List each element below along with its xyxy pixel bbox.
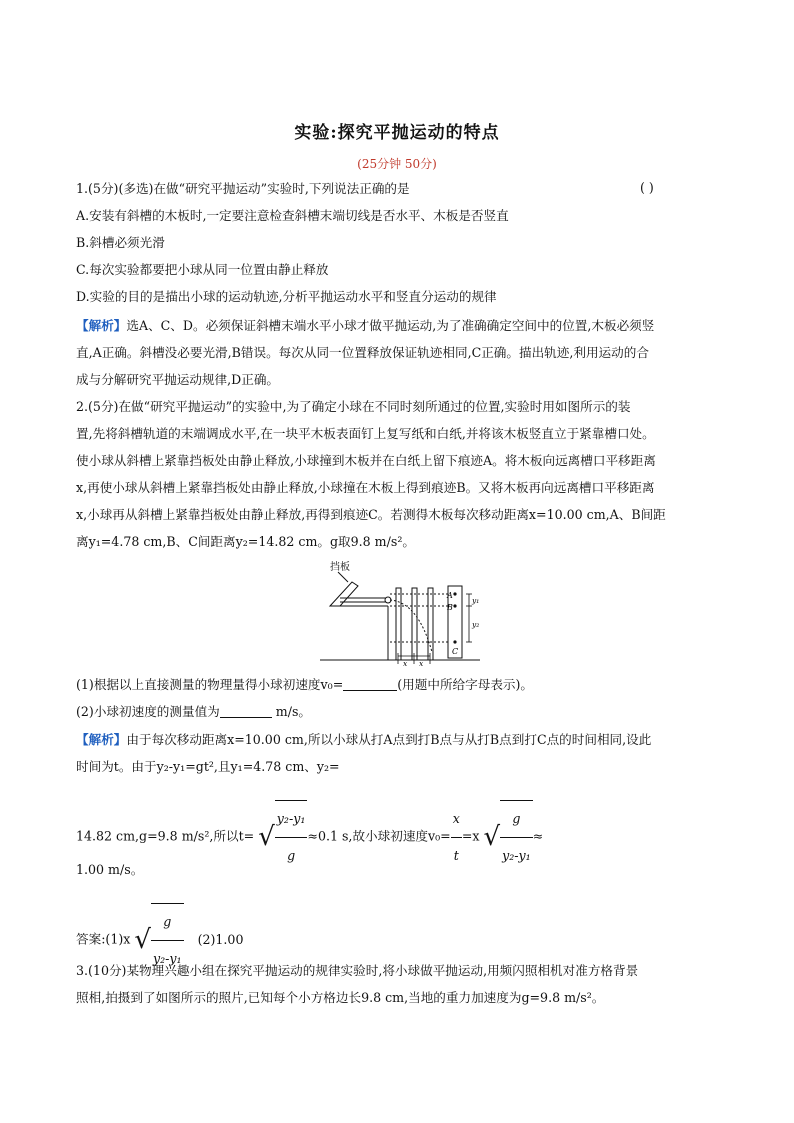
fraction-g: $\frac{g}{\text{y₂-y₁}}$ — [500, 800, 533, 874]
point-a-dot — [453, 592, 456, 595]
fraction-answer: $\frac{g}{\text{y₂-y₁}}$ — [151, 903, 184, 977]
q1-option-a: A.安装有斜槽的木板时,一定要注意检查斜槽末端切线是否水平、木板是否竖直 — [76, 208, 509, 223]
y2-label: y₂ — [472, 620, 480, 629]
page-title: 实验:探究平抛运动的特点 — [294, 123, 500, 143]
answer-blank-2[interactable] — [220, 705, 272, 718]
answer-blank-1[interactable] — [343, 678, 397, 691]
q1-analysis-line-2: 直,A正确。斜槽没必要光滑,B错误。每次从同一位置释放保证轨迹相同,C正确。描出轨迹,利用运动的合 — [76, 345, 649, 360]
sqrt-sign-t: √ — [258, 822, 275, 852]
q1-answer-bracket: ( ) — [640, 180, 654, 195]
point-c-label: C — [452, 647, 459, 656]
q2-line-1: 2.(5分)在做“研究平抛运动”的实验中,为了确定小球在不同时刻所通过的位置,实验时用如图所示的装 — [76, 399, 631, 414]
q1-analysis-line-3: 成与分解研究平抛运动规律,D正确。 — [76, 372, 280, 387]
q2-line-6: 离y₁=4.78 cm,B、C间距离y₂=14.82 cm。g取9.8 m/s²。 — [76, 534, 415, 549]
q2-line-3: 使小球从斜槽上紧靠挡板处由静止释放,小球撞到木板并在白纸上留下痕迹A。将木板向远离槽口平移距离 — [76, 453, 656, 468]
q2-sub-question-1: (1)根据以上直接测量的物理量得小球初速度v₀= (用题中所给字母表示)。 — [76, 677, 534, 692]
q2-formula-line: 14.82 cm,g=9.8 m/s²,所以t= √ $\frac{\text{y₂-y₁}}{g}$ ≈0.1 s,故小球初速度v₀= $\frac{x}{t}$ =x √ $\frac{g}{\text{y₂-y₁}}$ ≈ — [76, 800, 543, 874]
baffle-pointer — [338, 572, 348, 582]
q2-line-2: 置,先将斜槽轨道的末端调成水平,在一块平木板表面钉上复写纸和白纸,并将该木板竖直立于紧靠槽口处。 — [76, 426, 655, 441]
q2-answer-line: 答案:(1)x √ $\frac{g}{\text{y₂-y₁}}$ (2)1.00 — [76, 903, 243, 977]
point-b-label: B — [447, 603, 453, 612]
y1-label: y₁ — [472, 596, 480, 605]
q3-line-1: 3.(10分)某物理兴趣小组在探究平抛运动的规律实验时,将小球做平抛运动,用频闪照相机对准方格背景 — [76, 963, 639, 978]
q1-option-c: C.每次实验都要把小球从同一位置由静止释放 — [76, 262, 329, 277]
x1-label: x — [403, 659, 408, 668]
q1-stem: 1.(5分)(多选)在做“研究平抛运动”实验时,下列说法正确的是 — [76, 181, 410, 196]
q3-line-2: 照相,拍摄到了如图所示的照片,已知每个小方格边长9.8 cm,当地的重力加速度为g=9.8 m/s²。 — [76, 990, 605, 1005]
q2-result-line: 1.00 m/s。 — [76, 862, 144, 877]
q1-analysis-line-1: 【解析】选A、C、D。必须保证斜槽末端水平小球才做平抛运动,为了准确确定空间中的位置,木板必须竖 — [76, 318, 655, 333]
q1-option-b: B.斜槽必须光滑 — [76, 235, 165, 250]
q1-analysis-tag: 【解析】 — [76, 318, 127, 333]
point-b-dot — [453, 604, 456, 607]
board-position-1 — [396, 588, 401, 660]
point-c-dot — [453, 640, 456, 643]
q2-analysis-line-2: 时间为t。由于y₂-y₁=gt²,且y₁=4.78 cm、y₂= — [76, 759, 340, 774]
board-position-3 — [428, 588, 433, 660]
q1-option-d: D.实验的目的是描出小球的运动轨迹,分析平抛运动水平和竖直分运动的规律 — [76, 289, 497, 304]
q2-analysis-tag: 【解析】 — [76, 732, 127, 747]
q2-line-4: x,再使小球从斜槽上紧靠挡板处由静止释放,小球撞在木板上得到痕迹B。又将木板再向远离槽口平移距离 — [76, 480, 655, 495]
q2-line-5: x,小球再从斜槽上紧靠挡板处由静止释放,再得到痕迹C。若测得木板每次移动距离x=10.00 cm,A、B间距 — [76, 507, 666, 522]
sqrt-sign-answer: √ — [134, 925, 151, 955]
fraction-v: $\frac{x}{t}$ — [451, 801, 462, 874]
baffle-label: 挡板 — [330, 562, 350, 573]
sqrt-sign-v: √ — [483, 822, 501, 852]
x2-label: x — [419, 659, 424, 668]
q2-sub-question-2: (2)小球初速度的测量值为 m/s。 — [76, 704, 312, 719]
fraction-t: $\frac{\text{y₂-y₁}}{g}$ — [275, 800, 308, 874]
point-a-label: A — [447, 591, 453, 600]
board-position-2 — [412, 588, 417, 660]
q2-analysis-line-1: 【解析】由于每次移动距离x=10.00 cm,所以小球从打A点到打B点与从打B点到打C点的时间相同,设此 — [76, 732, 652, 747]
apparatus-diagram — [300, 560, 500, 668]
time-score-subtitle: (25分钟 50分) — [357, 157, 437, 171]
